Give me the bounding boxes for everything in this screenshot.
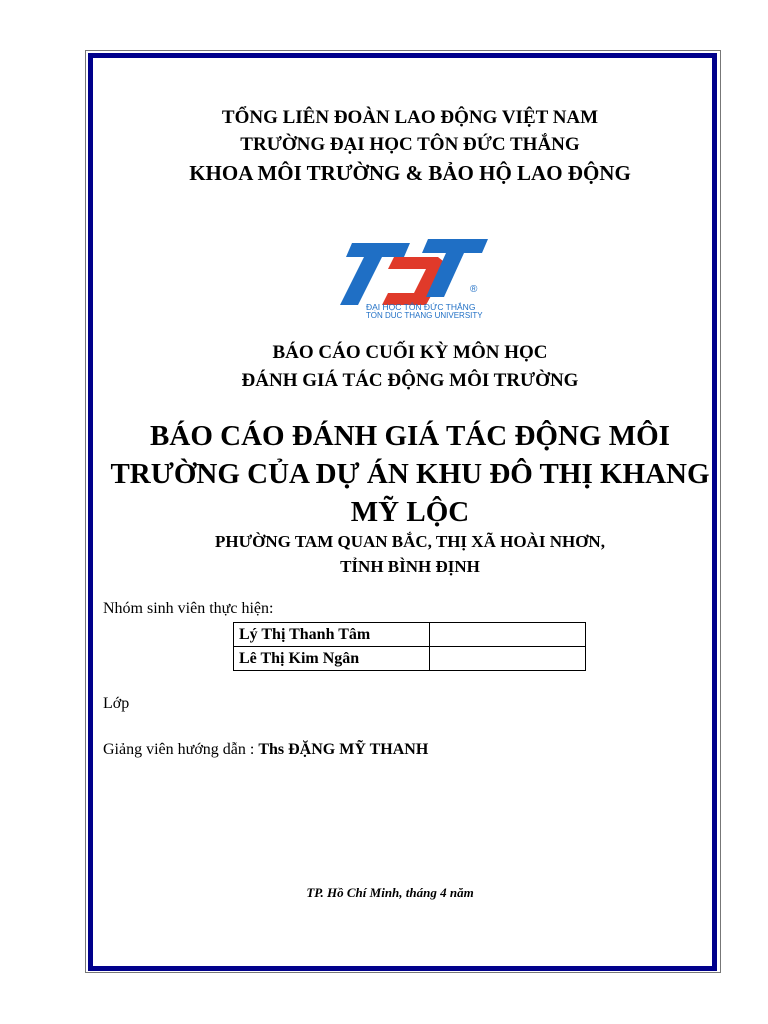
report-title-line-1: BÁO CÁO ĐÁNH GIÁ TÁC ĐỘNG MÔI [150,420,670,452]
student-id [430,623,586,647]
student-id [430,647,586,671]
student-name: Lê Thị Kim Ngân [234,647,430,671]
report-title-line-3: MỸ LỘC [350,496,470,528]
header-line-3: KHOA MÔI TRƯỜNG & BẢO HỘ LAO ĐỘNG [189,161,631,185]
advisor-line [103,741,428,759]
student-name: Lý Thị Thanh Tâm [234,623,430,647]
report-type-line-2: ĐÁNH GIÁ TÁC ĐỘNG MÔI TRƯỜNG [241,370,579,391]
logo-text-en: TON DUC THANG UNIVERSITY [366,311,483,320]
report-type-line-1: BÁO CÁO CUỐI KỲ MÔN HỌC [272,342,548,363]
header-line-2: TRƯỜNG ĐẠI HỌC TÔN ĐỨC THẮNG [240,134,580,155]
header-line-1: TỔNG LIÊN ĐOÀN LAO ĐỘNG VIỆT NAM [221,107,599,128]
students-table [233,622,586,671]
table-row [234,647,586,671]
students-label: Nhóm sinh viên thực hiện: [103,600,274,617]
registered-mark: ® [470,284,478,295]
location-line-1: PHƯỜNG TAM QUAN BẮC, THỊ XÃ HOÀI NHƠN, [215,532,605,551]
university-logo [330,235,495,320]
class-label: Lớp [103,695,130,712]
location-line-2: TỈNH BÌNH ĐỊNH [340,557,480,576]
logo-text-vn: ĐẠI HỌC TÔN ĐỨC THẮNG [366,302,476,312]
advisor-label: Giảng viên hướng dẫn : [103,741,259,758]
footer-place-date: TP. Hồ Chí Minh, tháng 4 năm [306,885,474,900]
advisor-name: Ths ĐẶNG MỸ THANH [258,741,429,758]
report-title-line-2: TRƯỜNG CỦA DỰ ÁN KHU ĐÔ THỊ KHANG [110,458,710,490]
table-row [234,623,586,647]
